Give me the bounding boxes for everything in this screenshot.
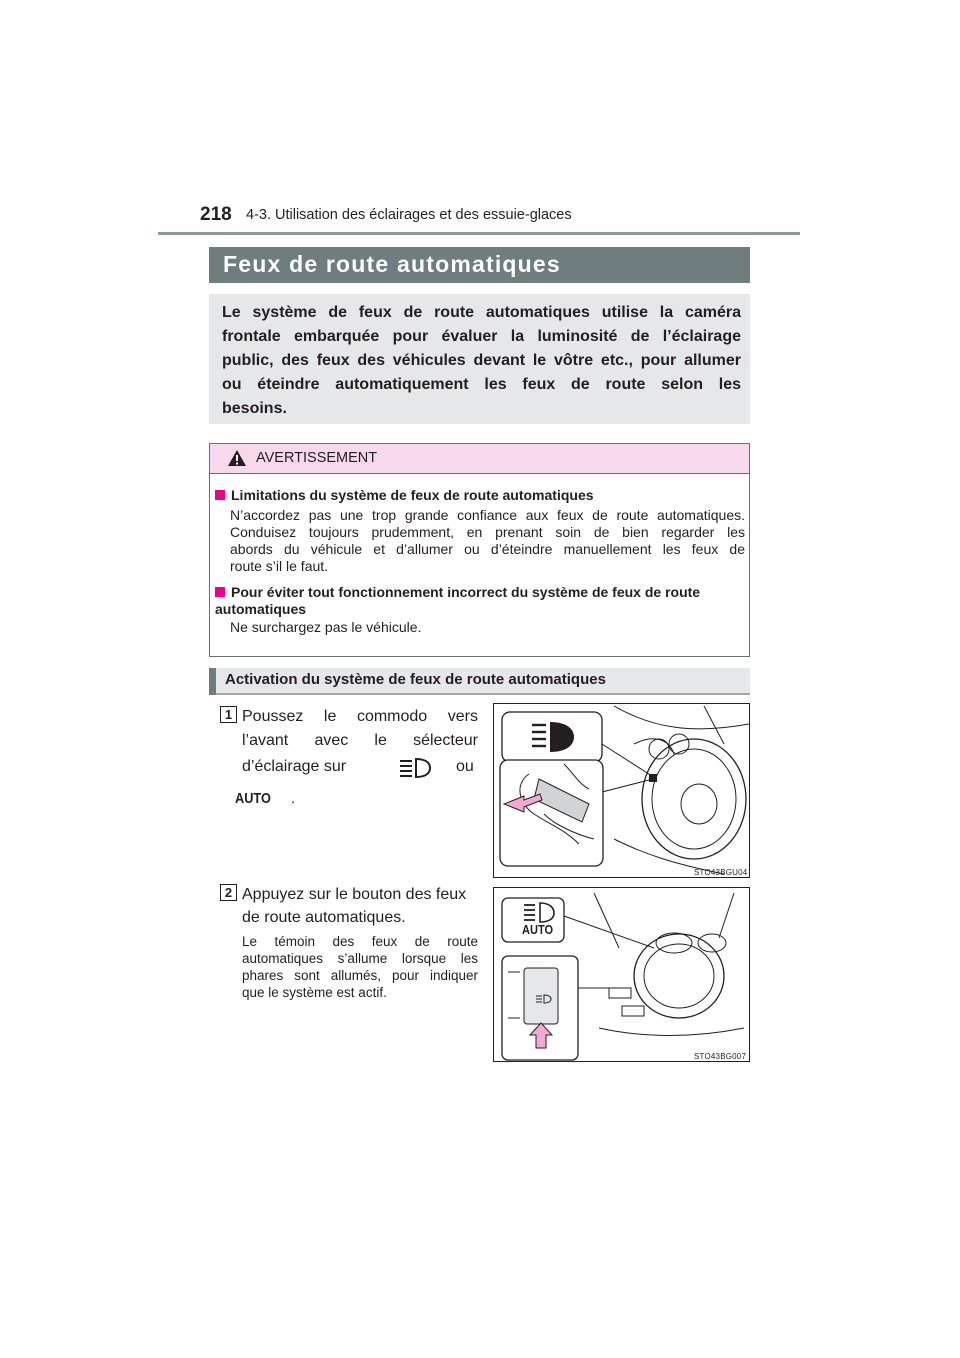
intro-line: ou éteindre automatiquement les feux de route selon les: [222, 376, 741, 393]
step-text-line: Appuyez sur le bouton des feux: [242, 886, 467, 903]
warning-box: [209, 443, 750, 657]
warning-item: Limitations du système de feux de route automatiques: [215, 487, 743, 504]
step-text-line: de route automatiques.: [242, 909, 406, 926]
step-text-line: l’avant avec le sélecteur: [242, 732, 478, 749]
intro-line: public, des feux des véhicules devant le vôtre etc., pour allumer: [222, 352, 741, 369]
figure-step-1: [493, 703, 750, 878]
warning-title: AVERTISSEMENT: [256, 450, 378, 466]
lever-illustration: [494, 704, 750, 878]
step-number-badge: 2: [220, 884, 237, 901]
subsection-title: Activation du système de feux de route automatiques: [225, 671, 606, 688]
intro-line: Le système de feux de route automatiques utilise la caméra: [222, 304, 741, 321]
step-number-badge: 1: [220, 706, 237, 723]
note-line: automatiques s’allume lorsque les: [242, 951, 478, 966]
warning-triangle-icon: [227, 449, 247, 467]
bullet-square-icon: [215, 587, 225, 597]
section-accent: [209, 668, 216, 695]
warning-body-line: N’accordez pas une trop grande confiance aux feux de route automatiques.: [230, 507, 745, 523]
note-line: Le témoin des feux de route: [242, 934, 478, 949]
chapter-title: 4-3. Utilisation des éclairages et des essuie-glaces: [246, 207, 572, 223]
note-line: que le système est actif.: [242, 985, 387, 1000]
figure-code: STO43BG007: [694, 1052, 747, 1061]
warning-item: Pour éviter tout fonctionnement incorrect du système de feux de route automatiques: [215, 584, 701, 617]
bullet-square-icon: [215, 490, 225, 500]
page-number: 218: [200, 204, 232, 225]
warning-header: [210, 444, 749, 474]
page-title: Feux de route automatiques: [223, 251, 561, 277]
figure-step-2: [493, 887, 750, 1062]
auto-label: AUTO: [235, 790, 271, 807]
warning-body-line: abords du véhicule et d’allumer ou d’éteindre manuellement les feux de: [230, 541, 745, 557]
note-line: phares sont allumés, pour indiquer: [242, 968, 478, 983]
high-beam-icon: [396, 757, 432, 779]
section-title-bar: [209, 247, 750, 283]
warning-body-line: route s’il le faut.: [230, 558, 329, 574]
intro-box: [209, 294, 750, 424]
step-text-line: d’éclairage sur: [242, 758, 347, 775]
auto-label: AUTO: [522, 922, 554, 937]
header-rule: [158, 232, 800, 235]
subsection-bar: [209, 668, 750, 695]
step-text-line: ou: [456, 758, 474, 775]
auto-button-illustration: [494, 888, 750, 1062]
intro-line: frontale embarquée pour évaluer la luminosité de l’éclairage: [222, 328, 741, 345]
warning-body-line: Conduisez toujours prudemment, en prenant soin de bien regarder les: [230, 524, 745, 540]
intro-line: besoins.: [222, 400, 287, 417]
step-text-line: Poussez le commodo vers: [242, 708, 478, 725]
step-period: .: [291, 790, 296, 807]
figure-code: STO43BGU04: [694, 868, 748, 877]
warning-body-line: Ne surchargez pas le véhicule.: [230, 619, 422, 635]
